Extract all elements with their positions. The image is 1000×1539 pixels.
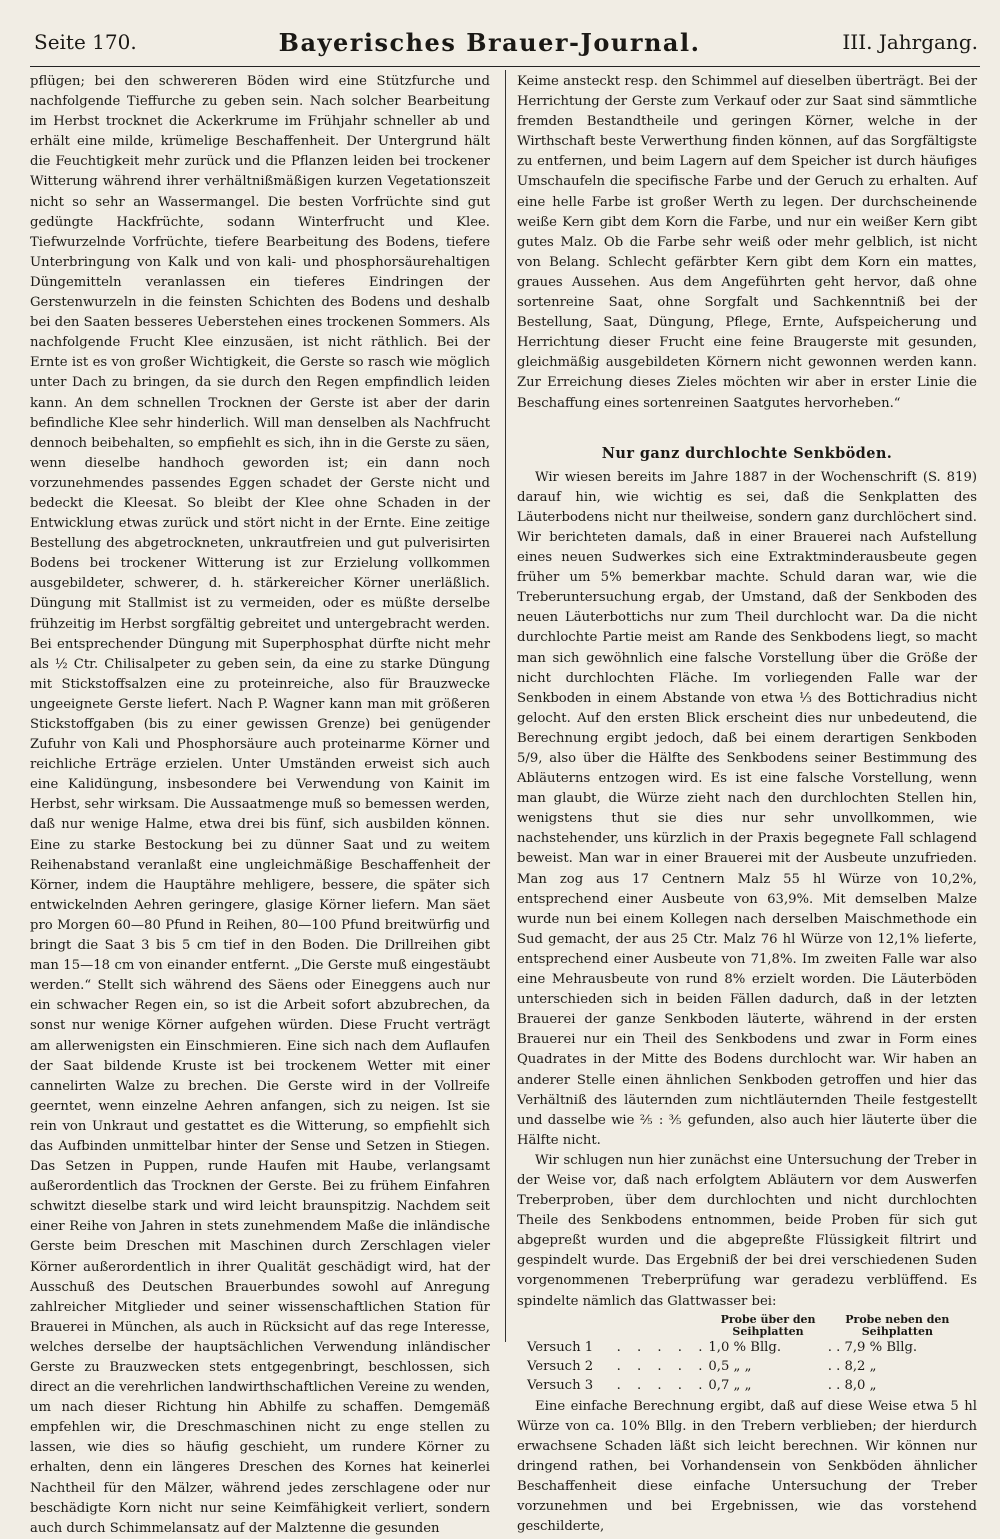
page-number: Seite 170. [34,30,137,54]
column-divider [505,70,506,1342]
article-paragraph: Eine einfache Berechnung ergibt, daß auf diese Weise etwa 5 hl Würze von ca. 10% Bllg. in den Trebern verblieben; der hierdurch erwachsene Schaden läßt sich leicht berechnen. Wir können nur dringend rathen, bei Vorhandensein von Senkböden ähnlicher Beschaffenheit diese einfache Untersuchung der Treber vorzunehmen und bei Ergebnissen, wie das vorstehend geschilderte, [517,1398,977,1535]
volume-label: III. Jahrgang. [842,30,978,54]
right-column [517,72,977,1535]
left-column [30,72,490,1536]
leader-dots: . . . . . [616,1358,709,1374]
table-header-row [527,1314,967,1338]
article-paragraph: Keime ansteckt resp. den Schimmel auf dieselben überträgt. Bei der Herrichtung der Gerste zum Verkauf oder zur Saat sind sämmtliche fremden Bestandtheile und geringen Körner, welche in der Wirthschaft beste Verwerthung finden können, auf das Sorgfältigste zu entfernen, und beim Lagern auf dem Speicher ist durch häufiges Umschaufeln die specifische Farbe und der Geruch zu erhalten. Auf eine helle Farbe ist großer Werth zu legen. Der durchscheinende weiße Kern gibt dem Korn die Farbe, und nur ein weißer Kern gibt gutes Malz. Ob die Farbe sehr weiß oder mehr gelblich, ist nicht von Belang. Schlecht gefärbter Kern gibt dem Korn ein mattes, graues Aussehen. Aus dem Angeführten geht hervor, daß ohne sortenreine Saat, ohne Sorgfalt und Sachkenntniß bei der Bestellung, Saat, Düngung, Pflege, Ernte, Aufspeicherung und Herrichtung dieser Frucht eine feine Braugerste mit gesunden, gleichmäßig ausgebildeten Körnern nicht gewonnen werden kann. Zur Erreichung dieses Zieles möchten wir aber in erster Linie die Beschaffung eines sortenreinen Saatgutes hervorheben.“ [517,74,977,411]
cell-value: 0,5 „ „ [708,1358,752,1374]
leader-dots: . . . . . [616,1377,709,1393]
row-label: Versuch 3 [527,1377,594,1393]
cell-value: 0,7 „ „ [708,1377,752,1393]
cell-value: . . 7,9 % Bllg. [827,1339,918,1355]
row-label: Versuch 2 [527,1358,594,1374]
article-paragraph: Wir wiesen bereits im Jahre 1887 in der Wochenschrift (S. 819) darauf hin, wie wichtig es sei, daß die Senkplatten des Läuterbodens nicht nur theilweise, sondern ganz durchlöchert sind. Wir berichteten damals, daß in einer Brauerei nach Aufstellung eines neuen Sudwerkes sich eine Extraktminderausbeute gegen früher um 5% bemerkbar machte. Schuld daran war, wie die Treberuntersuchung ergab, der Umstand, daß der Senkboden des neuen Läuterbottichs nur zum Theil durchlocht war. Da die nicht durchlochte Partie meist am Rande des Senkbodens liegt, so macht man sich gewöhnlich eine falsche Vorstellung über die Größe der nicht durchlochten Fläche. Im vorliegenden Falle war der Senkboden in einem Abstande von etwa ⅓ des Bottichradius nicht gelocht. Auf den ersten Blick erscheint dies nur unbedeutend, die Berechnung ergibt jedoch, daß bei einem derartigen Senkboden 5/9, also über die Hälfte des Senkbodens seiner Bestimmung des Abläuterns entzogen wird. Es ist eine falsche Vorstellung, wenn man glaubt, die Würze zieht nach den durchlochten Stellen hin, wenigstens thut sie dies nur sehr unvollkommen, wie nachstehender, uns kürzlich in der Praxis begegnete Fall schlagend beweist. Man war in einer Brauerei mit der Ausbeute unzufrieden. Man zog aus 17 Centnern Malz 55 hl Würze von 10,2%, entsprechend einer Ausbeute von 63,9%. Mit demselben Malze wurde nun bei einem Kollegen nach derselben Maischmethode ein Sud gemacht, der aus 25 Ctr. Malz 76 hl Würze von 12,1% lieferte, entsprechend einer Ausbeute von 71,8%. Im zweiten Falle war also eine Mehrausbeute von rund 8% erzielt worden. Die Läuterböden unterschieden sich in beiden Fällen dadurch, daß in der letzten Brauerei der ganze Senkboden läuterte, während in der ersten Brauerei nur ein Theil des Senkbodens und zwar in Form eines Quadrates in der Mitte des Bodens durchlocht war. Wir haben an anderer Stelle einen ähnlichen Senkboden getroffen und hier das Verhältniß des läuternden zum nichtläuternden Theile festgestellt und dasselbe wie ⅖ : ⅗ gefunden, also auch hier läuterte über die Hälfte nicht. [517,469,977,1148]
cell-value: . . 8,0 „ [827,1377,877,1393]
column-header: Probe neben den Seihplatten [845,1312,950,1338]
cell-value: 1,0 % Bllg. [708,1339,782,1355]
article-paragraph: Wir schlugen nun hier zunächst eine Untersuchung der Treber in der Weise vor, daß nach erfolgtem Abläutern vor dem Auswerfen Treberproben, über dem durchlochten und nicht durchlochten Theile des Senkbodens entnommen, beide Proben für sich gut abgepreßt wurden und die abgepreßte Flüssigkeit filtrirt und gespindelt wurde. Das Ergebniß der bei drei verschiedenen Suden vorgenommenen Treberprüfung war geradezu verblüffend. Es spindelte nämlich das Glattwasser bei: [517,1152,977,1309]
leader-dots: . . . . . [616,1339,709,1355]
cell-value: . . 8,2 „ [827,1358,877,1374]
journal-title: Bayerisches Brauer-Journal. [278,27,701,57]
section-heading: Nur ganz durchlochte Senkböden. [601,444,893,462]
table-row [527,1376,967,1395]
row-label: Versuch 1 [527,1339,594,1355]
results-table [527,1314,967,1395]
table-row [527,1357,967,1376]
running-head [30,22,980,62]
table-row [527,1338,967,1357]
header-rule [30,66,980,67]
newspaper-page [30,22,980,1536]
column-header: Probe über den Seihplatten [720,1312,816,1338]
article-paragraph: pflügen; bei den schwereren Böden wird eine Stützfurche und nachfolgende Tieffurche zu geben sein. Nach solcher Bearbeitung im Herbst trocknet die Ackerkrume im Frühjahr schneller ab und erhält eine milde, krümelige Beschaffenheit. Der Untergrund hält die Feuchtigkeit mehr zurück und die Pflanzen leiden bei trockener Witterung während ihrer verhältnißmäßigen kurzen Vegetationszeit nicht so sehr an Wassermangel. Die besten Vorfrüchte sind gut gedüngte Hackfrüchte, sodann Winterfrucht und Klee. Tiefwurzelnde Vorfrüchte, tiefere Bearbeitung des Bodens, tiefere Unterbringung von Kalk und von kali- und phosphorsäurehaltigen Düngemitteln veranlassen ein tieferes Eindringen der Gerstenwurzeln in die feinsten Schichten des Bodens und deshalb bei den Saaten besseres Ueberstehen eines trockenen Sommers. Als nachfolgende Frucht Klee einzusäen, ist nicht räthlich. Bei der Ernte ist es von großer Wichtigkeit, die Gerste so rasch wie möglich unter Dach zu bringen, da sie durch den Regen empfindlich leiden kann. An dem schnellen Trocknen der Gerste ist aber der darin befindliche Klee sehr hinderlich. Will man denselben als Nachfrucht dennoch beibehalten, so empfiehlt es sich, ihn in die Gerste zu säen, wenn dieselbe handhoch geworden ist; ein dann noch vorzunehmendes passendes Eggen schadet der Gerste nicht und bedeckt die Kleesat. So bleibt der Klee ohne Schaden in der Entwicklung etwas zurück und stört nicht in der Ernte. Eine zeitige Bestellung des abgetrockneten, unkrautfreien und gut pulverisirten Bodens bei trockener Witterung ist zur Erzielung vollkommen ausgebildeter, schwerer, d. h. stärkereicher Körner unerläßlich. Düngung mit Stallmist ist zu vermeiden, oder es müßte derselbe frühzeitig im Herbst sorgfältig gebreitet und untergebracht werden. Bei entsprechender Düngung mit Superphosphat dürfte nicht mehr als ½ Ctr. Chilisalpeter zu geben sein, da eine zu starke Düngung mit Stickstoffsalzen eine zu proteinreiche, also für Brauzwecke ungeeignete Gerste liefert. Nach P. Wagner kann man mit größeren Stickstoffgaben (bis zu einer gewissen Grenze) bei genügender Zufuhr von Kali und Phosphorsäure auch proteinarme Körner und reichliche Erträge erzielen. Unter Umständen erweist sich auch eine Kalidüngung, insbesondere bei Verwendung von Kainit im Herbst, sehr wirksam. Die Aussaatmenge muß so bemessen werden, daß nur wenige Halme, etwa drei bis fünf, sich ausbilden können. Eine zu starke Bestockung bei zu dünner Saat und zu weitem Reihenabstand veranlaßt eine ungleichmäßige Beschaffenheit der Körner, indem die Hauptähre mehligere, bessere, die später sich entwickelnden Aehren geringere, glasige Körner liefern. Man säet pro Morgen 60—80 Pfund in Reihen, 80—100 Pfund breitwürfig und bringt die Saat 3 bis 5 cm tief in den Boden. Die Drillreihen gibt man 15—18 cm von einander entfernt. „Die Gerste muß eingestäubt werden.“ Stellt sich während des Säens oder Eineggens auch nur ein schwacher Regen ein, so ist die Arbeit sofort abzubrechen, da sonst nur wenige Körner aufgehen würden. Diese Frucht verträgt am allerwenigsten ein Einschmieren. Eine sich nach dem Auflaufen der Saat bildende Kruste ist bei trockenem Wetter mit einer cannelirten Walze zu brechen. Die Gerste wird in der Vollreife geerntet, wenn einzelne Aehren anfangen, sich zu neigen. Ist sie rein von Unkraut und gestattet es die Witterung, so empfiehlt sich das Aufbinden unmittelbar hinter der Sense und Setzen in Stiegen. Das Setzen in Puppen, runde Haufen mit Haube, verlangsamt außerordentlich das Trocknen der Gerste. Bei zu frühem Einfahren schwitzt dieselbe stark und wird leicht braunspitzig. Nachdem seit einer Reihe von Jahren in stets zunehmendem Maße die inländische Gerste beim Dreschen mit Maschinen durch Zerschlagen vieler Körner außerordentlich in ihrer Qualität geschädigt wird, hat der Ausschuß des Deutschen Brauerbundes sowohl auf Anregung zahlreicher Mitglieder und seiner wissenschaftlichen Station für Brauerei in München, als auch in Rücksicht auf das rege Interesse, welches derselbe der hauptsächlichen Verwendung inländischer Gerste zu Brauzwecken stets entgegenbringt, beschlossen, sich direct an die verehrlichen landwirthschaftlichen Vereine zu wenden, um nach dieser Richtung hin Abhilfe zu schaffen. Demgemäß empfehlen wir, die Dreschmaschinen nicht zu enge stellen zu lassen, wie dies so häufig geschieht, um rundere Körner zu erhalten, denn ein längeres Dreschen des Kornes hat keinerlei Nachtheil für den Mälzer, während jedes zerschlagene oder nur beschädigte Korn nicht nur seine Keimfähigkeit verliert, sondern auch durch Schimmelansatz auf der Malztenne die gesunden [30,74,490,1536]
